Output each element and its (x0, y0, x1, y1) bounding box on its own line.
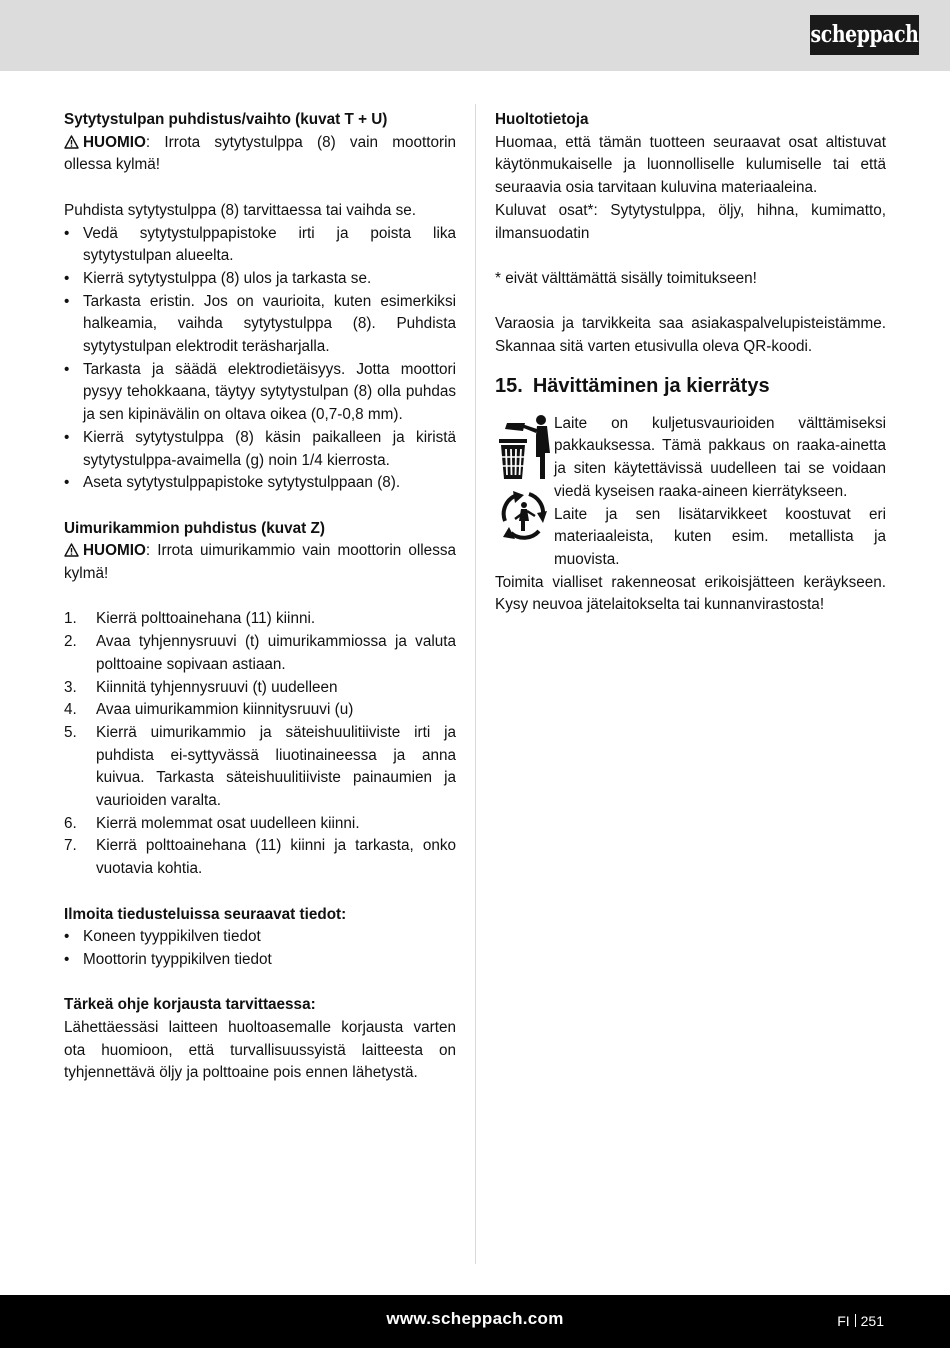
footer-bar (0, 1295, 950, 1348)
step-text: Avaa uimurikammion kiinnitysruuvi (u) (96, 701, 354, 719)
header-band (0, 0, 950, 71)
warning-label: HUOMIO (83, 133, 146, 151)
spare-parts-text: Varaosia ja tarvikkeita saa asiakaspalvelupisteistämme. Skannaa sitä varten etusivulla oleva QR-koodi. (495, 315, 886, 355)
hazardous-waste-text: Toimita vialliset rakenneosat erikoisjätteen keräykseen. Kysy neuvoa jätelaitokselta tai kunnanvirastosta! (495, 573, 886, 614)
brand-logo (810, 15, 919, 55)
wear-parts-note: * eivät välttämättä sisälly toimitukseen! (495, 269, 757, 287)
section-number: 15. (495, 374, 523, 397)
step-number: 2. (64, 633, 77, 651)
language-code: FI (837, 1313, 850, 1329)
list-item: • Koneen tyyppikilven tiedot (64, 926, 456, 949)
step-text: Kierrä molemmat osat uudelleen kiinni. (96, 814, 360, 832)
float-chamber-warning (64, 540, 456, 585)
list-item (64, 813, 456, 836)
step-number: 3. (64, 678, 77, 696)
separator (855, 1314, 856, 1327)
page-number: 251 (860, 1313, 884, 1329)
website-url: www.scheppach.com (386, 1309, 564, 1328)
spark-plug-steps (64, 223, 456, 495)
list-item: • Tarkasta ja säädä elektrodietäisyys. Jotta moottori pysyy tehokkaana, täytyy sytytystulpan (8) olla puhdas ja sen kipinävälin on oltava oikea (0,7-0,8 mm). (64, 359, 456, 427)
step-number: 6. (64, 814, 77, 832)
list-item: • Vedä sytytystulppapistoke irti ja poista lika sytytystulpan alueelta. (64, 223, 456, 268)
column-divider (475, 104, 476, 1264)
brand-logo-text: scheppach (810, 20, 919, 48)
packaging-text: Laite on kuljetusvaurioiden välttämiseksi pakkauksessa. Tämä pakkaus on raaka-ainetta ja siten käytettävissä uudelleen tai se voidaan viedä kyseisen raaka-aineen kierrätykseen. (554, 414, 886, 500)
materials-text: Laite ja sen lisätarvikkeet koostuvat eri materiaaleista, kuten esim. metallista ja muovista. (554, 505, 886, 568)
inquiry-info-title: Ilmoita tiedusteluissa seuraavat tiedot: (64, 905, 347, 923)
section-title: Hävittäminen ja kierrätys (532, 374, 770, 397)
spark-plug-section-title: Sytytystulpan puhdistus/vaihto (kuvat T + U) (64, 111, 388, 128)
list-item (64, 699, 456, 722)
step-number: 4. (64, 701, 77, 719)
step-number: 7. (64, 837, 77, 855)
recycling-symbol-icon (495, 487, 553, 543)
list-item: • Moottorin tyyppikilven tiedot (64, 949, 456, 972)
spark-plug-intro: Puhdista sytytystulppa (8) tarvittaessa tai vaihda se. (64, 201, 417, 219)
page-indicator (837, 1310, 884, 1333)
warning-label: HUOMIO (83, 542, 146, 560)
repair-note-title: Tärkeä ohje korjausta tarvittaessa: (64, 996, 316, 1014)
list-item (64, 677, 456, 700)
step-text: Kierrä polttoainehana (11) kiinni ja tarkasta, onko vuotavia kohtia. (96, 837, 456, 878)
warning-text: : Irrota uimurikammio vain moottorin ollessa kylmä! (64, 542, 456, 583)
list-item: • Kierrä sytytystulppa (8) käsin paikalleen ja kiristä sytytystulppa-avaimella (g) noin 1/4 kierrosta. (64, 427, 456, 472)
spark-plug-warning (64, 132, 456, 177)
service-info-title: Huoltotietoja (495, 111, 589, 128)
wear-parts-text: Kuluvat osat*: Sytytystulppa, öljy, hihna, kumimatto, ilmansuodatin (495, 201, 886, 242)
service-info-text: Huomaa, että tämän tuotteen seuraavat osat altistuvat käytönmukaiselle ja luonnolliselle kulumiselle tai että seuraavia osia tarvitaan kuluvina materiaaleina. (495, 133, 886, 197)
warning-triangle-icon (64, 135, 79, 149)
recycle-bin-icon (495, 413, 555, 485)
step-number: 5. (64, 723, 77, 741)
disposal-heading (495, 373, 886, 399)
list-item (64, 722, 456, 813)
list-item: • Aseta sytytystulppapistoke sytytystulppaan (8). (64, 472, 456, 495)
list-item: • Kierrä sytytystulppa (8) ulos ja tarkasta se. (64, 268, 456, 291)
list-item (64, 608, 456, 631)
float-chamber-section-title: Uimurikammion puhdistus (kuvat Z) (64, 519, 325, 537)
step-number: 1. (64, 610, 77, 628)
inquiry-info-list (64, 926, 456, 971)
warning-text: : Irrota sytytystulppa (8) vain moottorin ollessa kylmä! (64, 133, 456, 174)
right-column (495, 109, 886, 617)
disposal-icons (495, 413, 555, 548)
list-item: • Tarkasta eristin. Jos on vaurioita, kuten esimerkiksi halkeamia, vaihda sytytystulppa (8). Puhdista sytytystulpan elektrodit teräsharjalla. (64, 291, 456, 359)
disposal-section (495, 413, 886, 617)
step-text: Kierrä uimurikammio ja säteishuulitiiviste irti ja puhdista ei-syttyvässä liuotinaineessa ja anna kuivua. Tarkasta säteishuulitiiviste painaumien ja vaurioiden varalta. (96, 723, 456, 810)
list-item (64, 631, 456, 676)
repair-note-text: Lähettäessäsi laitteen huoltoasemalle korjausta varten ota huomioon, että turvallisuussyistä laitteesta on tyhjennettävä öljy ja polttoaine pois ennen lähetystä. (64, 1019, 456, 1082)
step-text: Kiinnitä tyhjennysruuvi (t) uudelleen (96, 678, 338, 696)
left-column (64, 109, 456, 1085)
step-text: Avaa tyhjennysruuvi (t) uimurikammiossa ja valuta polttoaine sopivaan astiaan. (96, 633, 456, 673)
float-chamber-steps (64, 608, 456, 880)
step-text: Kierrä polttoainehana (11) kiinni. (96, 610, 316, 628)
list-item (64, 835, 456, 880)
warning-triangle-icon (64, 543, 79, 557)
